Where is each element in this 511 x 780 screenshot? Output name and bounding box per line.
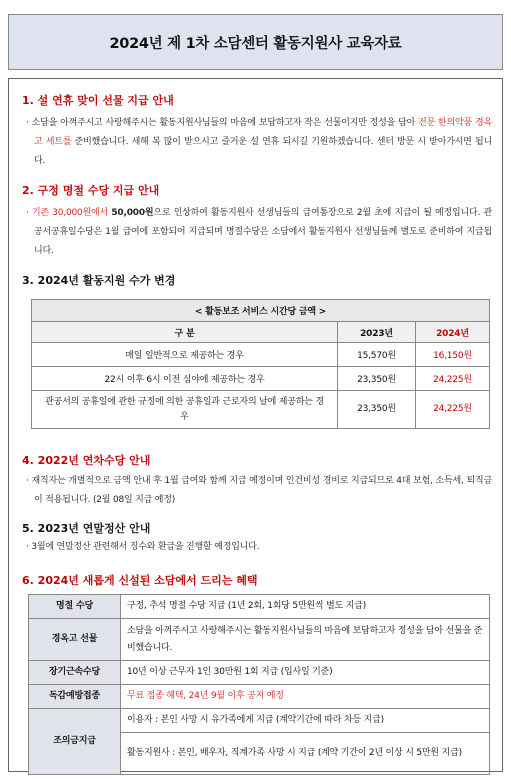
rate-2024: 24,225원	[416, 391, 490, 429]
section-1-highlight: 전문 한의약품 경옥고 세트를	[34, 118, 492, 147]
section-1-text-a: · 소담을 아껴주시고 사랑해주시는 활동지원사님들의 마음에 보답하고자 작은 선물이지만 정성을 담아	[26, 118, 419, 128]
benefit-label: 독감예방접종	[29, 685, 121, 709]
rate-col-2024: 2024년	[416, 322, 490, 343]
section-2-heading: 2. 구정 명절 수당 지급 안내	[22, 184, 160, 197]
rate-2023: 23,350원	[338, 391, 416, 429]
benefit-text: 소담을 아껴주시고 사랑해주시는 활동지원사님들의 마음에 보답하고자 정성을 담아 선물을 준비했습니다.	[121, 619, 490, 661]
table-row	[32, 343, 490, 367]
section-2-old-amount: · 기존 30,000원에서	[26, 208, 112, 218]
benefit-text: 활동지원사 : 본인, 배우자, 직계가족 사망 시 지급 (계약 기간이 2년 이상 시 5만원 지급)	[121, 733, 490, 775]
rate-2024: 16,150원	[416, 343, 490, 367]
section-4-heading: 4. 2022년 연차수당 안내	[22, 454, 151, 467]
table-row	[29, 595, 490, 619]
rate-col-2023: 2023년	[338, 322, 416, 343]
table-row	[29, 619, 490, 661]
rate-2023: 23,350원	[338, 367, 416, 391]
section-gift-notice	[22, 92, 492, 171]
benefit-text: 이용자 : 본인 사망 시 유가족에게 지급 (계약기간에 따라 차등 지급)	[121, 709, 490, 733]
benefit-label: 장기근속수당	[29, 661, 121, 685]
section-annual-leave	[22, 452, 492, 510]
section-5-heading: 5. 2023년 연말정산 안내	[22, 522, 151, 535]
section-4-body: · 재직자는 개별적으로 금액 안내 후 1월 급여와 함께 지급 예정이며 인건비성 경비로 지급되므로 4대 보험, 소득세, 퇴직금이 적용됩니다. (2월 08일 지급 예정)	[26, 476, 492, 505]
section-1-body	[22, 114, 492, 171]
rate-item: 매일 일반적으로 제공하는 경우	[32, 343, 338, 367]
section-5-body: · 3월에 연말정산 관련해서 징수와 환급을 진행할 예정입니다.	[26, 542, 260, 552]
section-2-text: 으로 인상하여 활동지원사 선생님들의 급여통장으로 2월 초에 지급이 될 예정입니다. 관공서공휴일수당은 1월 급여에 포함되어 지급되며 명절수당은 소담에서 활동지원사 선생님들께 별도로 준비하여 지급됩니다.	[34, 208, 492, 256]
section-rate-change	[22, 272, 492, 288]
benefit-text: 구정, 추석 명절 수당 지급 (1년 2회, 1회당 5만원씩 별도 지급)	[121, 595, 490, 619]
section-holiday-allowance	[22, 182, 492, 261]
rate-2023: 15,570원	[338, 343, 416, 367]
section-year-end-tax	[22, 520, 492, 557]
table-row	[29, 685, 490, 709]
section-3-heading: 3. 2024년 활동지원 수가 변경	[22, 274, 176, 287]
section-6-heading: 6. 2024년 새롭게 신설된 소담에서 드리는 혜택	[22, 574, 258, 587]
rate-col-item: 구 분	[32, 322, 338, 343]
table-row	[29, 709, 490, 733]
benefit-text: 무료 접종 혜택, 24년 9월 이후 공지 예정	[121, 685, 490, 709]
rate-table	[31, 299, 490, 429]
document-title: 2024년 제 1차 소담센터 활동지원사 교육자료	[8, 14, 503, 70]
table-row	[32, 391, 490, 429]
rate-item: 22시 이후 6시 이전 심야에 제공하는 경우	[32, 367, 338, 391]
benefit-text: 10년 이상 근무자 1인 30만원 1회 지급 (입사일 기준)	[121, 661, 490, 685]
table-row	[32, 367, 490, 391]
benefit-label: 조의금지급	[29, 709, 121, 775]
rate-2024: 24,225원	[416, 367, 490, 391]
section-1-heading: 1. 설 연휴 맞이 선물 지급 안내	[22, 94, 174, 107]
section-2-body	[22, 204, 492, 261]
section-2-new-amount: 50,000원	[111, 208, 154, 218]
rate-item: 관공서의 공휴일에 관한 규정에 의한 공휴일과 근로자의 날에 제공하는 경우	[32, 391, 338, 429]
benefit-label: 명절 수당	[29, 595, 121, 619]
rate-table-caption: < 활동보조 서비스 시간당 금액 >	[32, 300, 490, 322]
table-row	[29, 661, 490, 685]
section-new-benefits	[22, 572, 492, 588]
benefit-label: 경옥고 선물	[29, 619, 121, 661]
section-1-text-b: 준비했습니다. 새해 복 많이 받으시고 즐거운 설 연휴 되시길 기원하겠습니다. 센터 방문 시 받아가시면 됩니다.	[34, 137, 493, 166]
benefits-table	[28, 594, 490, 775]
